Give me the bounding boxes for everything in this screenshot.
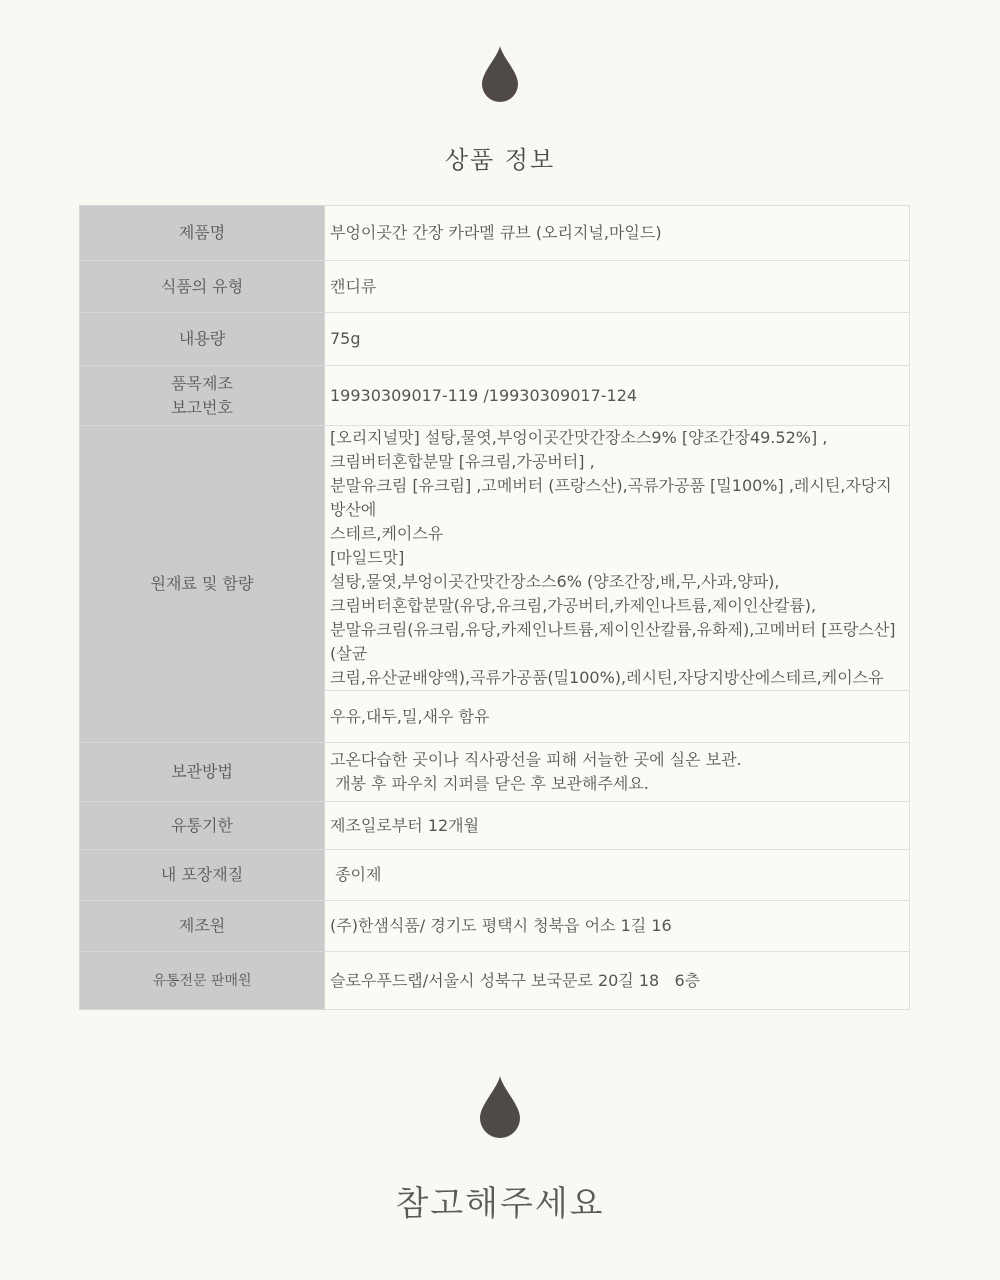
- section-title: 상품 정보: [444, 146, 556, 174]
- table-row: [80, 952, 910, 1010]
- ingredient-line: 스테르,케이스유: [330, 524, 444, 543]
- table-row: [80, 802, 910, 850]
- row-label: [80, 366, 325, 426]
- table-row: [80, 206, 910, 261]
- ingredient-line: [마일드맛]: [330, 548, 405, 567]
- storage-line: 고온다습한 곳이나 직사광선을 피해 서늘한 곳에 실온 보관.: [330, 750, 742, 769]
- table-row: [80, 426, 910, 691]
- row-label: 유통기한: [80, 802, 325, 850]
- row-label-line: 보고번호: [171, 397, 233, 417]
- table-row: [80, 261, 910, 313]
- row-value: 부엉이곳간 간장 카라멜 큐브 (오리지널,마일드): [325, 206, 910, 261]
- row-value: 제조일로부터 12개월: [325, 802, 910, 850]
- row-value: 종이제: [325, 850, 910, 901]
- ingredient-line: 크림,유산균배양액),곡류가공품(밀100%),레시틴,자당지방산에스테르,케이스유: [330, 668, 884, 687]
- storage-line: 개봉 후 파우치 지퍼를 닫은 후 보관해주세요.: [330, 774, 649, 793]
- ingredient-line: 분말유크림(유크림,유당,카제인나트륨,제이인산칼륨,유화제),고메버터 [프랑스산] (살균: [330, 620, 896, 663]
- product-info-table: [79, 205, 910, 1010]
- table-row: [80, 366, 910, 426]
- water-drop-icon: [482, 46, 518, 102]
- row-label: 제품명: [80, 206, 325, 261]
- row-label: 유통전문 판매원: [80, 952, 325, 1010]
- row-value: (주)한샘식품/ 경기도 평택시 청북읍 어소 1길 16: [325, 901, 910, 952]
- table-row: [80, 901, 910, 952]
- row-label: 제조원: [80, 901, 325, 952]
- table-row: [80, 313, 910, 366]
- row-label: 내 포장재질: [80, 850, 325, 901]
- row-value: 75g: [325, 313, 910, 366]
- row-label: 원재료 및 함량: [80, 426, 325, 743]
- row-value: 슬로우푸드랩/서울시 성북구 보국문로 20길 18 6층: [325, 952, 910, 1010]
- table-row: [80, 743, 910, 802]
- water-drop-icon: [480, 1076, 520, 1138]
- allergy-value: 우유,대두,밀,새우 함유: [325, 691, 910, 743]
- table-row: [80, 850, 910, 901]
- row-label: 내용량: [80, 313, 325, 366]
- row-value: 19930309017-119 /19930309017-124: [325, 366, 910, 426]
- ingredient-line: 크림버터혼합분말 [유크림,가공버터] ,: [330, 452, 595, 471]
- section-title: 참고해주세요: [395, 1184, 605, 1224]
- ingredient-line: [오리지널맛] 설탕,물엿,부엉이곳간맛간장소스9% [양조간장49.52%] ,: [330, 428, 828, 447]
- ingredients-value: [325, 426, 910, 691]
- row-label: 식품의 유형: [80, 261, 325, 313]
- row-value: [325, 743, 910, 802]
- ingredient-line: 크림버터혼합분말(유당,유크림,가공버터,카제인나트륨,제이인산칼륨),: [330, 596, 817, 615]
- row-label-line: 품목제조: [171, 373, 233, 393]
- row-value: 캔디류: [325, 261, 910, 313]
- ingredient-line: 분말유크림 [유크림] ,고메버터 (프랑스산),곡류가공품 [밀100%] ,레시틴,자당지방산에: [330, 476, 892, 519]
- row-label: 보관방법: [80, 743, 325, 802]
- ingredient-line: 설탕,물엿,부엉이곳간맛간장소스6% (양조간장,배,무,사과,양파),: [330, 572, 780, 591]
